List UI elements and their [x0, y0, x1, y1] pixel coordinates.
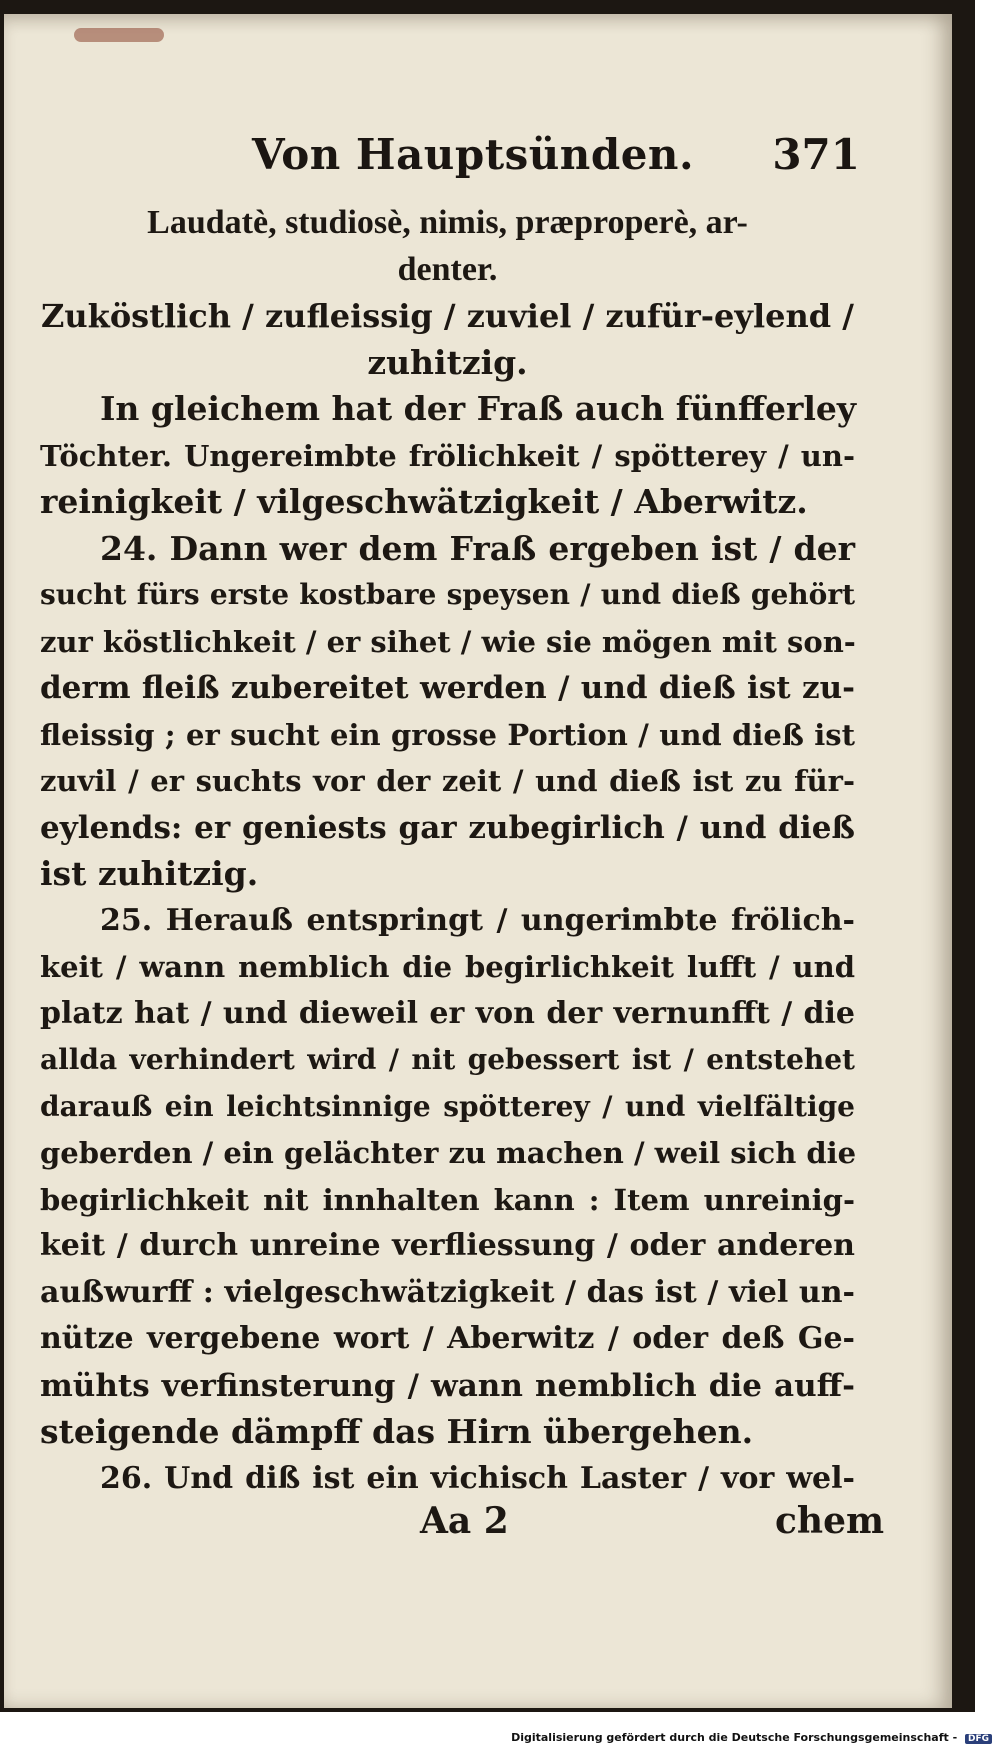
text-line: zuhitzig.: [367, 342, 528, 382]
signature-mark: Aa 2: [420, 1500, 509, 1542]
text-line: Laudatè, studiosè, nimis, præproperè, ar-: [147, 204, 748, 241]
text-line: keit / durch unreine verfliessung / oder anderen: [40, 1228, 855, 1263]
text-line: steigende dämpff das Hirn übergehen.: [40, 1412, 754, 1451]
text-line: sucht fürs erste kostbare speysen / und dieß gehört: [40, 578, 855, 611]
catchword: chem: [775, 1500, 885, 1542]
page-stain: [74, 28, 164, 42]
digitization-credit: [511, 1731, 992, 1744]
text-line: nütze vergebene wort / Aberwitz / oder deß Ge-: [40, 1321, 855, 1356]
paragraph-start: 24. Dann wer dem Fraß ergeben ist / der: [100, 528, 855, 568]
text-line: fleissig ; er sucht ein grosse Portion / und dieß ist: [40, 717, 855, 752]
credit-text: Digitalisierung gefördert durch die Deutsche Forschungsgemeinschaft -: [511, 1731, 958, 1744]
text-line: derm fleiß zubereitet werden / und dieß ist zu-: [40, 670, 855, 706]
body-text: [40, 200, 855, 1502]
text-line: Töchter. Ungereimbte frölichkeit / spötterey / un-: [40, 438, 855, 473]
text-line: außwurff : vielgeschwätzigkeit / das ist / viel un-: [40, 1274, 855, 1310]
text-line: zur köstlichkeit / er sihet / wie sie mögen mit son-: [40, 624, 856, 659]
text-line: ist zuhitzig.: [40, 854, 259, 893]
text-line: geberden / ein gelächter zu machen / weil sich die: [40, 1136, 857, 1170]
text-line: platz hat / und dieweil er von der vernunfft / die: [40, 995, 855, 1031]
page-header: [240, 130, 860, 190]
text-line: darauß ein leichtsinnige spötterey / und vielfältige: [40, 1089, 855, 1123]
paragraph-start: 25. Herauß entspringt / ungerimbte frölich-: [100, 902, 855, 938]
text-line: begirlichkeit nit innhalten kann : Item unreinig-: [40, 1182, 855, 1217]
text-line: denter.: [397, 250, 498, 288]
text-line: keit / wann nemblich die begirlichkeit lufft / und: [40, 950, 855, 984]
text-line: reinigkeit / vilgeschwätzigkeit / Aberwitz.: [40, 482, 808, 521]
page-number: 371: [772, 130, 860, 179]
dfg-logo: DFG: [965, 1734, 992, 1744]
text-line: mühts verfinsterung / wann nemblich die auff-: [40, 1367, 855, 1404]
paragraph-start: 26. Und diß ist ein vichisch Laster / vor wel-: [100, 1460, 855, 1496]
text-line: In gleichem hat der Fraß auch fünfferley: [100, 389, 857, 428]
text-line: Zuköstlich / zufleissig / zuviel / zufür-eylend /: [41, 297, 854, 335]
text-line: eylends: er geniests gar zubegirlich / und dieß: [40, 809, 855, 846]
text-line: allda verhindert wird / nit gebessert ist / entstehet: [40, 1043, 855, 1076]
text-line: zuvil / er suchts vor der zeit / und dieß ist zu für-: [40, 764, 855, 798]
running-title: Von Hauptsünden.: [252, 130, 695, 179]
